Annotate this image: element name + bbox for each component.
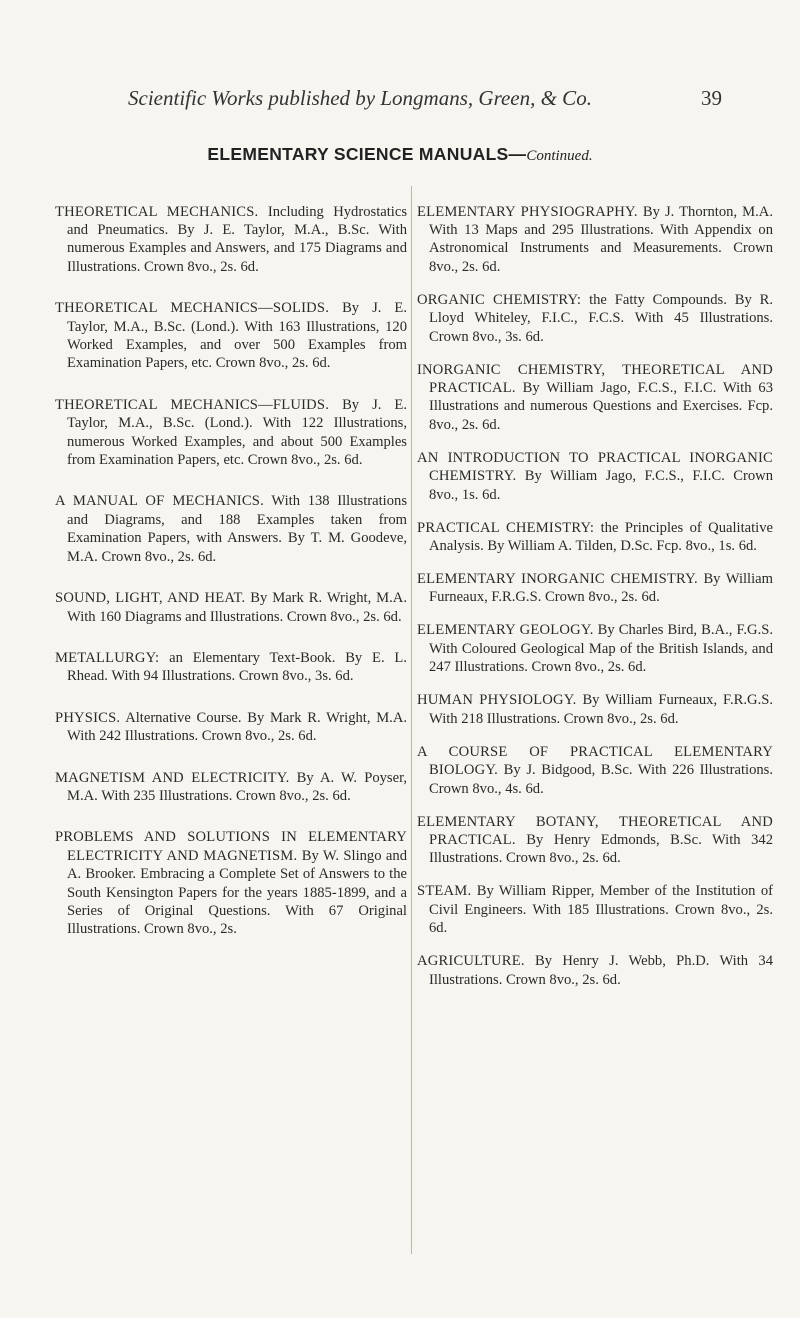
book-title: METALLURGY:: [55, 649, 160, 666]
book-description: By J. E. Taylor, M.A., B.Sc. (Lond.). With 122 Illustrations, numerous Worked Examples, and about 500 Examples from Examination Papers, etc. Crown 8vo., 2s. 6d.: [67, 396, 407, 469]
book-title: A COURSE OF PRACTICAL ELEMENTARY BIOLOGY.: [417, 743, 773, 779]
section-heading-text: ELEMENTARY SCIENCE MANUALS—: [207, 144, 527, 164]
book-entry: [55, 709, 407, 746]
book-description: By J. Bidgood, B.Sc. With 226 Illustrations. Crown 8vo., 4s. 6d.: [429, 762, 773, 797]
book-description: By William Furneaux, F.R.G.S. With 218 Illustrations. Crown 8vo., 2s. 6d.: [429, 692, 773, 727]
section-heading-continued: Continued.: [526, 148, 593, 164]
book-description: By Charles Bird, B.A., F.G.S. With Coloured Geological Map of the British Islands, and 247 Illustrations. Crown 8vo., 2s. 6d.: [429, 622, 773, 676]
book-entry: [417, 203, 773, 277]
book-entry: [417, 449, 773, 504]
running-head: [0, 86, 720, 111]
book-description: Alternative Course. By Mark R. Wright, M.A. With 242 Illustrations. Crown 8vo., 2s. 6d.: [67, 709, 408, 745]
book-entry: [55, 396, 407, 470]
book-title: ELEMENTARY PHYSIOGRAPHY.: [417, 203, 638, 220]
book-title: ELEMENTARY INORGANIC CHEMISTRY.: [417, 571, 698, 588]
section-heading: [0, 144, 800, 165]
book-title: AGRICULTURE.: [417, 953, 525, 970]
book-entry: [417, 952, 773, 989]
book-title: HUMAN PHYSIOLOGY.: [417, 692, 577, 709]
book-title: ORGANIC CHEMISTRY:: [417, 291, 582, 308]
book-entry: [417, 813, 773, 868]
book-title: THEORETICAL MECHANICS.: [55, 203, 259, 220]
book-description: Including Hydrostatics and Pneumatics. By J. E. Taylor, M.A., B.Sc. With numerous Examples and Answers, and 175 Diagrams and Illustrations. Crown 8vo., 2s. 6d.: [67, 203, 407, 275]
book-title: THEORETICAL MECHANICS—SOLIDS.: [55, 300, 330, 317]
book-entry: [417, 570, 773, 607]
book-description: the Fatty Compounds. By R. Lloyd Whiteley, F.I.C., F.C.S. With 45 Illustrations. Crown 8vo., 3s. 6d.: [429, 291, 773, 345]
book-entry: [417, 882, 773, 937]
book-description: By William Jago, F.C.S., F.I.C. With 63 Illustrations and numerous Questions and Exercises. Fcp. 8vo., 2s. 6d.: [429, 380, 773, 433]
column-divider: [411, 186, 412, 1254]
book-description: By William Jago, F.C.S., F.I.C. Crown 8vo., 1s. 6d.: [429, 468, 773, 503]
book-description: By William Furneaux, F.R.G.S. Crown 8vo., 2s. 6d.: [429, 571, 773, 606]
book-title: AN INTRODUCTION TO PRACTICAL INORGANIC CHEMISTRY.: [417, 449, 773, 485]
book-entry: [55, 769, 407, 806]
book-entry: [417, 361, 773, 435]
book-entry: [417, 621, 773, 676]
book-title: A MANUAL OF MECHANICS.: [55, 493, 264, 510]
book-entry: [417, 291, 773, 346]
book-title: SOUND, LIGHT, AND HEAT.: [55, 590, 246, 607]
running-head-text: Scientific Works published by Longmans, Green, & Co.: [128, 86, 592, 110]
book-title: ELEMENTARY BOTANY, THEORETICAL AND PRACTICAL.: [417, 813, 773, 848]
book-entry: [55, 492, 407, 566]
book-entry: [55, 649, 407, 686]
book-description: With 138 Illustrations and Diagrams, and 188 Examples taken from Examination Papers, with Answers. By T. M. Goodeve, M.A. Crown 8vo., 2s. 6d.: [67, 493, 407, 565]
book-title: PROBLEMS AND SOLUTIONS IN ELEMENTARY ELECTRICITY AND MAGNETISM.: [55, 829, 407, 864]
right-column: [417, 188, 773, 1003]
book-entry: [55, 203, 407, 277]
book-description: an Elementary Text-Book. By E. L. Rhead. With 94 Illustrations. Crown 8vo., 3s. 6d.: [67, 649, 407, 685]
book-description: By W. Slingo and A. Brooker. Embracing a Complete Set of Answers to the South Kensington Papers for the years 1885-1899, and a Series of Original Questions. With 67 Original Illustrations. Crown 8vo., 2s.: [67, 847, 407, 938]
book-title: THEORETICAL MECHANICS—FLUIDS.: [55, 396, 330, 413]
book-entry: [417, 743, 773, 798]
book-description: By Mark R. Wright, M.A. With 160 Diagrams and Illustrations. Crown 8vo., 2s. 6d.: [67, 590, 407, 625]
book-title: ELEMENTARY GEOLOGY.: [417, 622, 594, 639]
book-title: INORGANIC CHEMISTRY, THEORETICAL AND PRACTICAL.: [417, 361, 773, 397]
book-description: By Henry J. Webb, Ph.D. With 34 Illustrations. Crown 8vo., 2s. 6d.: [429, 953, 773, 988]
book-description: By J. E. Taylor, M.A., B.Sc. (Lond.). With 163 Illustrations, 120 Worked Examples, and over 500 Examples from Examination Papers, etc. Crown 8vo., 2s. 6d.: [67, 300, 407, 372]
book-description: By William Ripper, Member of the Institution of Civil Engineers. With 185 Illustrations. Crown 8vo., 2s. 6d.: [429, 883, 773, 937]
book-description: By J. Thornton, M.A. With 13 Maps and 295 Illustrations. With Appendix on Astronomical Instruments and Measurements. Crown 8vo., 2s. 6d.: [429, 203, 773, 275]
left-column: [55, 188, 407, 962]
book-title: PHYSICS.: [55, 709, 121, 726]
book-entry: [55, 589, 407, 626]
book-entry: [55, 299, 407, 373]
book-entry: [55, 828, 407, 938]
book-title: PRACTICAL CHEMISTRY:: [417, 519, 595, 536]
book-description: the Principles of Qualitative Analysis. By William A. Tilden, D.Sc. Fcp. 8vo., 1s. 6d.: [429, 519, 773, 555]
book-entry: [417, 691, 773, 728]
book-title: STEAM.: [417, 883, 472, 900]
book-entry: [417, 519, 773, 556]
book-description: By A. W. Poyser, M.A. With 235 Illustrations. Crown 8vo., 2s. 6d.: [67, 769, 408, 804]
book-description: By Henry Edmonds, B.Sc. With 342 Illustrations. Crown 8vo., 2s. 6d.: [429, 831, 773, 867]
book-title: MAGNETISM AND ELECTRICITY.: [55, 769, 290, 786]
page-number: 39: [701, 86, 722, 110]
